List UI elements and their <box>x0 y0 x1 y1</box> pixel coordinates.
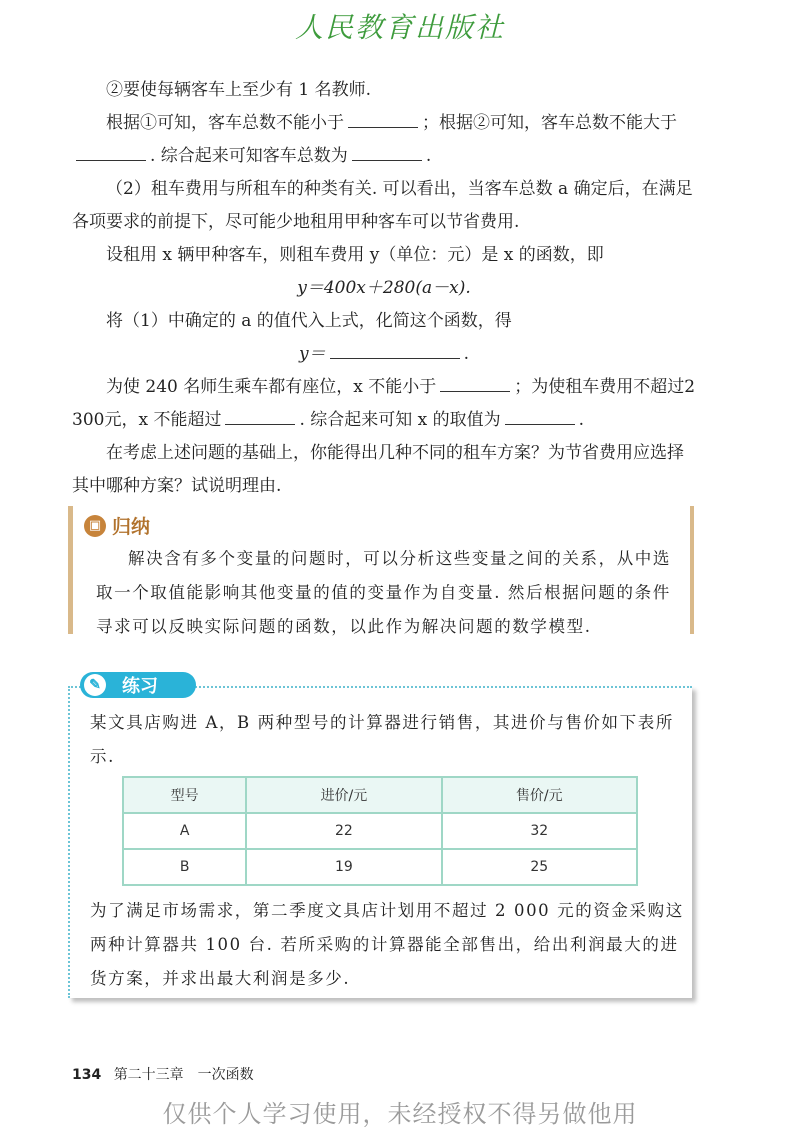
text-segment: . <box>425 146 432 166</box>
text-segment: 根据①可知，客车总数不能小于 <box>106 113 344 133</box>
practice-box <box>68 672 694 1000</box>
formula-prefix: y＝ <box>298 344 326 364</box>
function-intro: 设租用 x 辆甲种客车，则租车费用 y（单位：元）是 x 的函数，即 <box>106 245 604 265</box>
summary-title: 归纳 <box>112 516 151 538</box>
table-cell: 32 <box>442 813 637 849</box>
practice-badge <box>80 672 196 698</box>
simplified-formula: y＝ . <box>72 338 696 371</box>
summary-icon: ▣ <box>84 515 106 537</box>
practice-intro: 某文具店购进 A，B 两种型号的计算器进行销售，其进价与售价如下表所示. <box>90 713 674 766</box>
table-header: 进价/元 <box>246 777 441 813</box>
range-paragraph <box>72 371 696 437</box>
answer-blank <box>352 142 422 161</box>
answer-blank <box>76 142 146 161</box>
summary-header <box>84 512 150 539</box>
question-paragraph: 在考虑上述问题的基础上，你能得出几种不同的租车方案？为节省费用应选择其中哪种方案？试说明理由. <box>72 443 684 496</box>
practice-title: 练习 <box>122 676 158 697</box>
text-segment: . <box>578 410 585 430</box>
table-row <box>123 813 637 849</box>
text-segment: 为使 240 名师生乘车都有座位，x 不能小于 <box>106 377 437 397</box>
table-cell: B <box>123 849 246 885</box>
text-segment: ；为使租车费用不超过2 300元，x 不能超过 <box>72 377 696 430</box>
substitute-paragraph: 将（1）中确定的 a 的值代入上式，化简这个函数，得 <box>106 311 512 331</box>
table-cell: 19 <box>246 849 441 885</box>
answer-blank <box>348 109 418 128</box>
answer-blank <box>440 373 510 392</box>
summary-left-bar <box>68 506 73 634</box>
condition-2: ②要使每辆客车上至少有 1 名教师. <box>106 80 372 100</box>
answer-blank <box>330 340 460 359</box>
table-row <box>123 849 637 885</box>
bus-count-paragraph <box>72 107 696 173</box>
answer-blank <box>505 406 575 425</box>
table-cell: 22 <box>246 813 441 849</box>
page-number: 134 <box>72 1067 102 1083</box>
table-cell: 25 <box>442 849 637 885</box>
table-header-row <box>123 777 637 813</box>
cost-formula: y＝400x＋280(a－x). <box>297 278 471 298</box>
table-cell: A <box>123 813 246 849</box>
chapter-title: 第二十三章 一次函数 <box>113 1067 254 1083</box>
table-header: 售价/元 <box>442 777 637 813</box>
main-text <box>72 74 696 503</box>
text-segment: . 综合起来可知 x 的取值为 <box>299 410 501 430</box>
summary-box <box>68 506 694 634</box>
table-header: 型号 <box>123 777 246 813</box>
publisher-logo: 人民教育出版社 <box>294 11 505 44</box>
practice-icon: ✎ <box>84 674 106 696</box>
text-segment: ；根据②可知，客车总数不能大于 <box>422 113 677 133</box>
answer-blank <box>225 406 295 425</box>
practice-question: 为了满足市场需求，第二季度文具店计划用不超过 2 000 元的资金采购这两种计算器共 100 台. 若所采购的计算器能全部售出，给出利润最大的进货方案，并求出最大利润是多少. <box>90 901 684 988</box>
cost-paragraph: （2）租车费用与所租车的种类有关. 可以看出，当客车总数 a 确定后，在满足各项要求的前提下，尽可能少地租用甲种客车可以节省费用. <box>72 179 693 232</box>
summary-text: 解决含有多个变量的问题时，可以分析这些变量之间的关系，从中选取一个取值能影响其他变量的值的变量作为自变量. 然后根据问题的条件寻求可以反映实际问题的函数，以此作为解决问题的数学模型. <box>96 549 671 636</box>
price-table <box>122 776 638 886</box>
summary-right-bar <box>690 506 694 634</box>
watermark: 仅供个人学习使用，未经授权不得另做他用 <box>162 1100 638 1128</box>
text-segment: . 综合起来可知客车总数为 <box>150 146 348 166</box>
page-footer <box>72 1064 254 1084</box>
